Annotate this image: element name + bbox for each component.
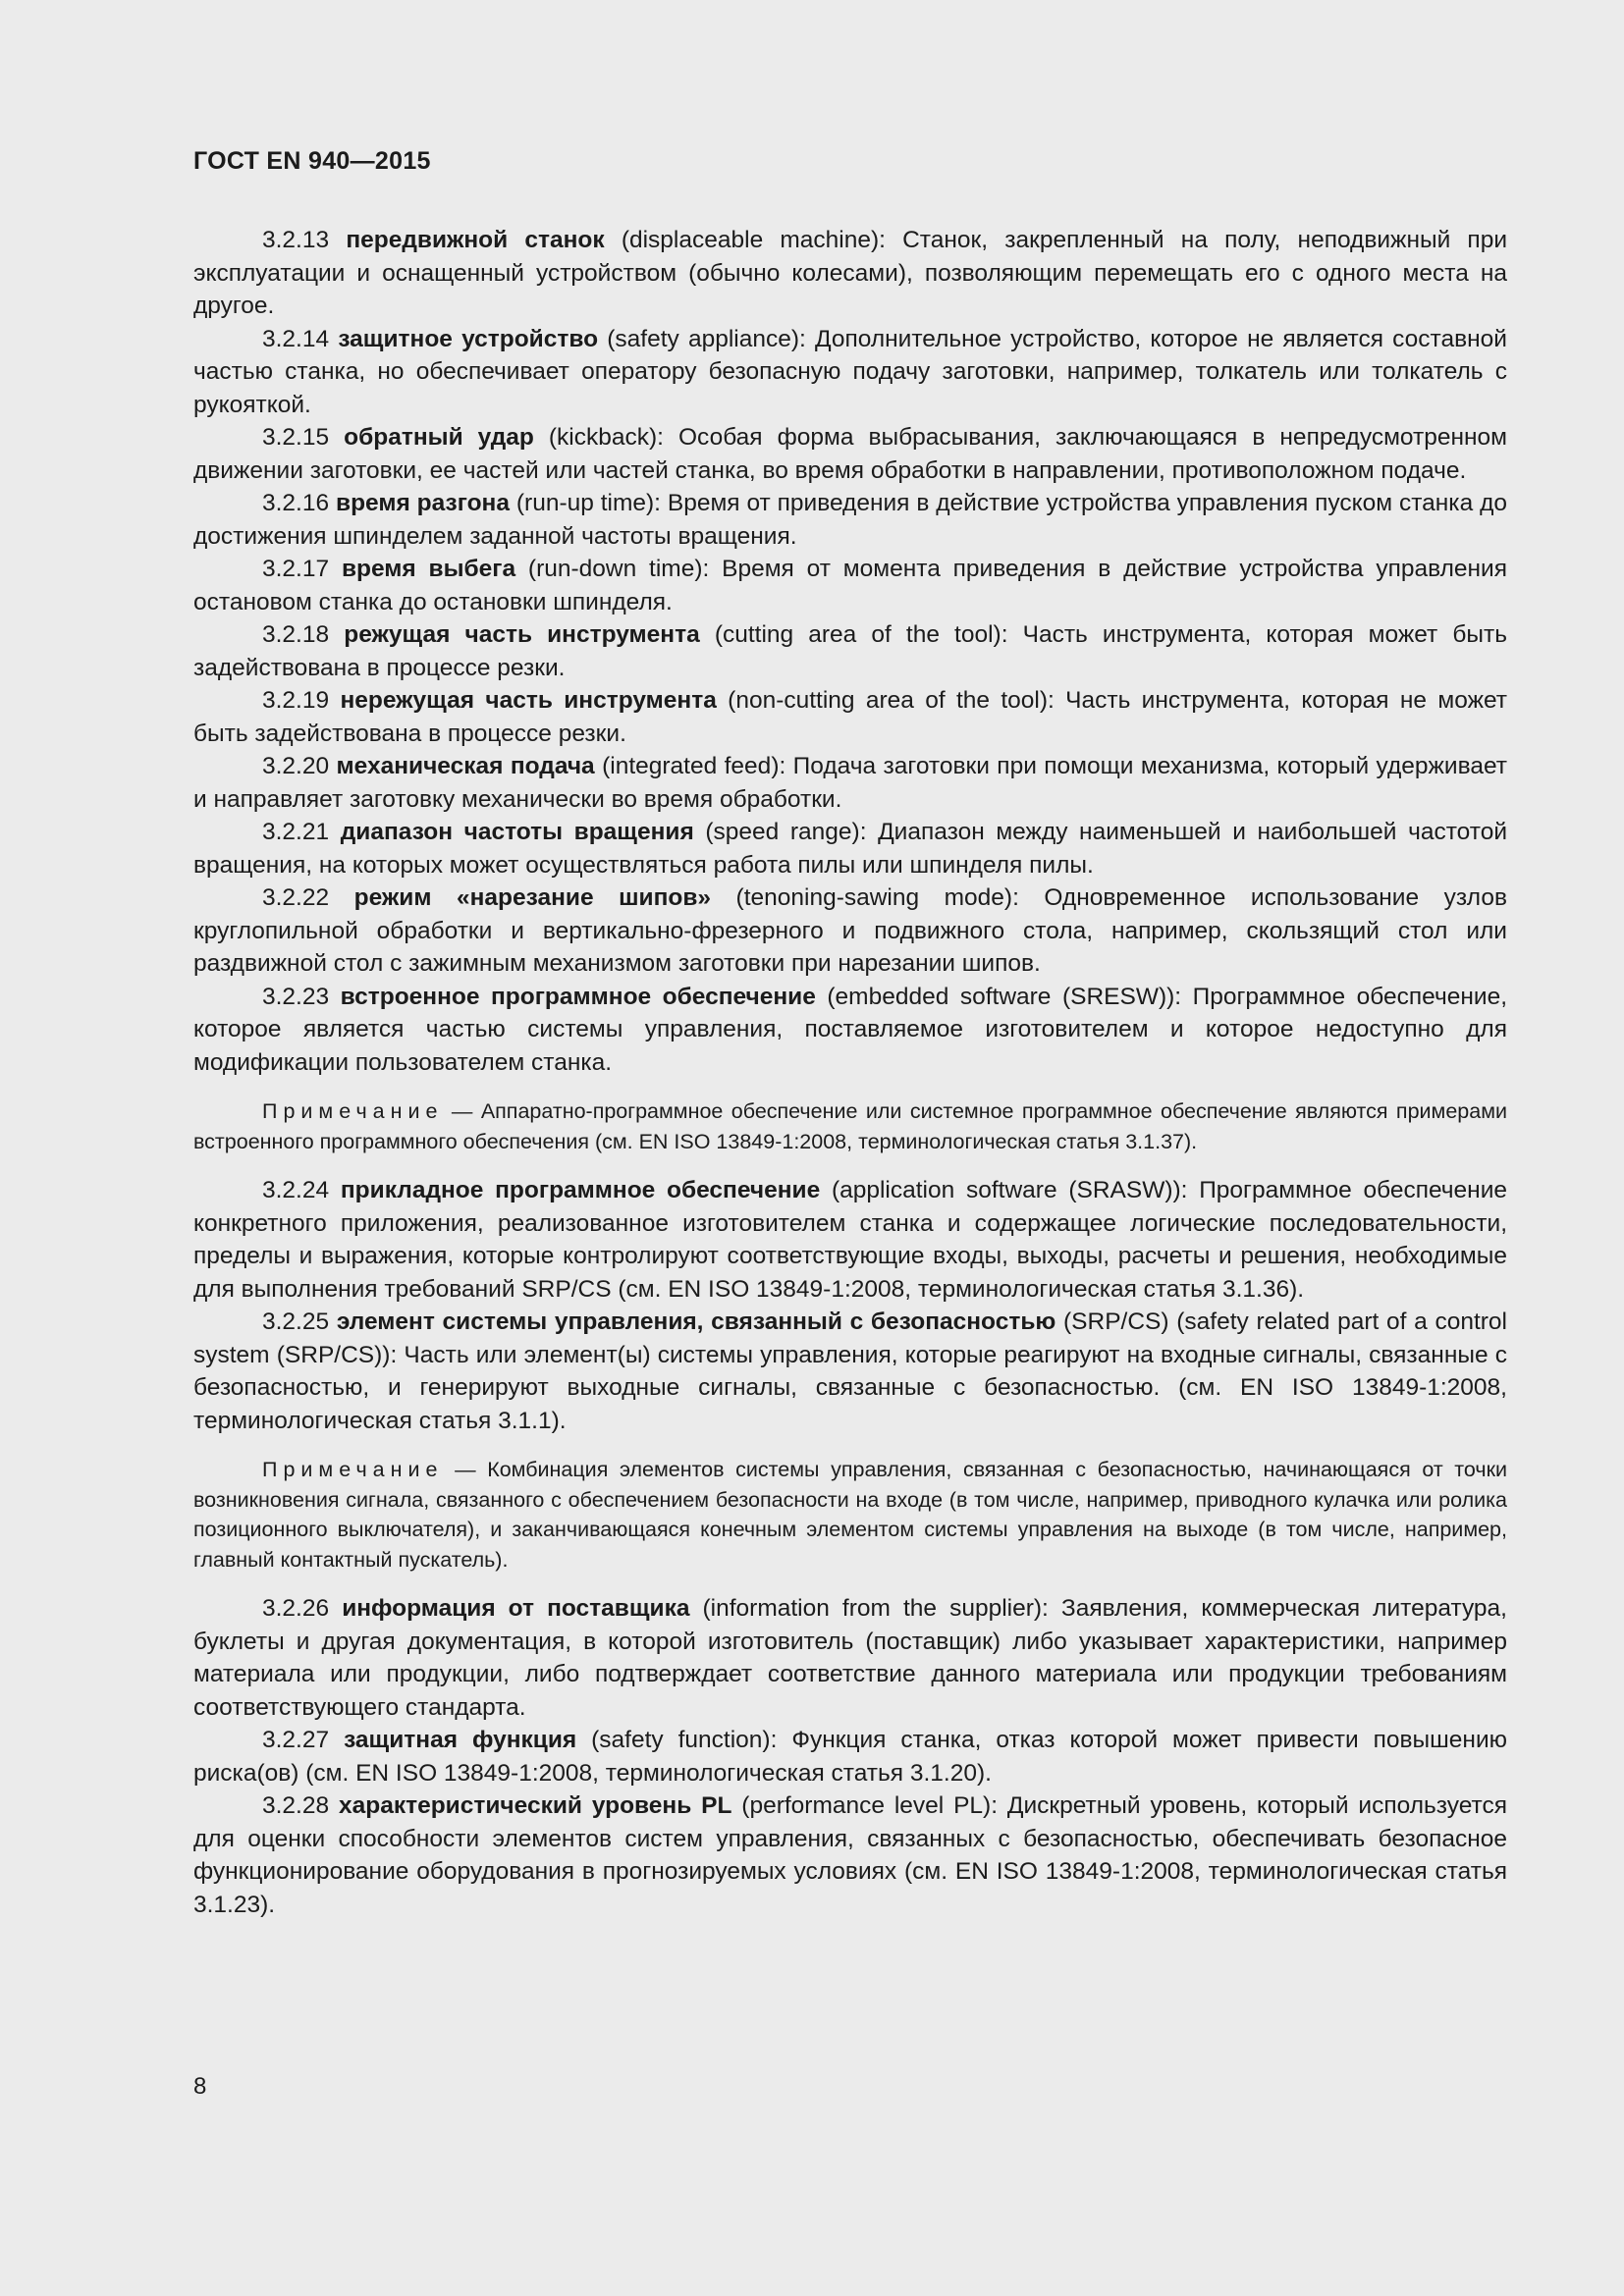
entry-number: 3.2.26 xyxy=(262,1595,330,1622)
entry-term: диапазон частоты вращения xyxy=(340,819,694,845)
entry-term: режущая часть инструмента xyxy=(344,621,700,648)
entry-term: механическая подача xyxy=(336,753,595,779)
entry-term: характеристический уровень PL xyxy=(338,1792,732,1819)
entry-term: информация от поставщика xyxy=(342,1595,690,1622)
entry-text: (safety function): Функция станка, отказ которой может привести повышению риска(ов) (см. EN ISO 13849-1:2008, терминологическая статья 3.1.20). xyxy=(193,1727,1507,1787)
entry-number: 3.2.17 xyxy=(262,556,330,582)
entry-number: 3.2.19 xyxy=(262,687,330,714)
entry-term: режим «нарезание шипов» xyxy=(353,884,712,911)
entry-term: защитная функция xyxy=(344,1727,577,1753)
entry-3-2-25 xyxy=(193,1306,1507,1437)
entry-3-2-23 xyxy=(193,981,1507,1080)
entry-text: (application software (SRASW)): Программное обеспечение конкретного приложения, реализованное изготовителем станка и содержащее логические последовательности, пределы и выражения, которые контролируют соответствующие входы, выходы, расчеты и решения, необходимые для выполнения требований SRP/CS (см. EN ISO 13849-1:2008, терминологическая статья 3.1.36). xyxy=(193,1177,1508,1303)
page-number: 8 xyxy=(193,2073,207,2100)
entry-3-2-21 xyxy=(193,816,1507,881)
note-label: Примечание xyxy=(262,1099,444,1123)
entry-number: 3.2.21 xyxy=(262,819,330,845)
entry-number: 3.2.15 xyxy=(262,424,330,451)
entry-term: время выбега xyxy=(341,556,516,582)
entry-3-2-16 xyxy=(193,487,1507,553)
entry-term: обратный удар xyxy=(344,424,534,451)
document-header: ГОСТ EN 940—2015 xyxy=(193,147,431,175)
entry-text: (kickback): Особая форма выбрасывания, заключающаяся в непредусмотренном движении заготовки, ее частей или частей станка, во время обработки в направлении, противоположном подаче. xyxy=(193,424,1507,484)
entry-text: (integrated feed): Подача заготовки при помощи механизма, который удерживает и направляет заготовку механически во время обработки. xyxy=(193,753,1508,813)
entry-3-2-26 xyxy=(193,1592,1507,1724)
entry-3-2-19 xyxy=(193,684,1507,750)
entry-3-2-28 xyxy=(193,1789,1507,1921)
entry-number: 3.2.20 xyxy=(262,753,330,779)
entry-3-2-18 xyxy=(193,618,1507,684)
entry-term: прикладное программное обеспечение xyxy=(340,1177,821,1203)
entry-3-2-14 xyxy=(193,323,1507,422)
entry-number: 3.2.27 xyxy=(262,1727,330,1753)
entry-number: 3.2.14 xyxy=(262,325,330,352)
entry-3-2-22 xyxy=(193,881,1507,981)
entry-text: (embedded software (SRESW)): Программное обеспечение, которое является частью системы управления, поставляемое изготовителем и которое недоступно для модификации пользователем станка. xyxy=(193,983,1508,1076)
entry-text: (tenoning-sawing mode): Одновременное использование узлов круглопильной обработки и вертикально-фрезерного и подвижного стола, например, скользящий стол или раздвижной стол с зажимным механизмом заготовки при нарезании шипов. xyxy=(193,884,1507,977)
note-label: Примечание xyxy=(262,1458,444,1481)
entry-text: (speed range): Диапазон между наименьшей и наибольшей частотой вращения, на которых может осуществляться работа пилы или шпинделя пилы. xyxy=(193,819,1508,879)
entry-term: передвижной станок xyxy=(346,227,605,253)
entry-term: встроенное программное обеспечение xyxy=(340,983,816,1010)
entry-number: 3.2.18 xyxy=(262,621,330,648)
entry-term: защитное устройство xyxy=(338,325,599,352)
entry-number: 3.2.24 xyxy=(262,1177,330,1203)
document-body xyxy=(193,224,1507,1921)
entry-text: (displaceable machine): Станок, закрепленный на полу, неподвижный при эксплуатации и оснащенный устройством (обычно колесами), позволяющим перемещать его с одного места на другое. xyxy=(193,227,1508,319)
entry-number: 3.2.23 xyxy=(262,983,330,1010)
entry-text: (cutting area of the tool): Часть инструмента, которая может быть задействована в процессе резки. xyxy=(193,621,1507,681)
entry-number: 3.2.16 xyxy=(262,490,330,516)
entry-text: (information from the supplier): Заявления, коммерческая литература, буклеты и другая документация, в которой изготовитель (поставщик) либо указывает характеристики, например материала или продукции, либо подтверждает соответствие данного материала или продукции требованиям соответствующего стандарта. xyxy=(193,1595,1507,1721)
entry-number: 3.2.25 xyxy=(262,1308,330,1335)
entry-3-2-15 xyxy=(193,421,1507,487)
note-1 xyxy=(193,1096,1507,1156)
note-text: — Аппаратно-программное обеспечение или системное программное обеспечение являются примерами встроенного программного обеспечения (см. EN ISO 13849-1:2008, терминологическая статья 3.1.37). xyxy=(193,1099,1507,1153)
entry-text: (performance level PL): Дискретный уровень, который используется для оценки способности элементов систем управления, связанных с безопасностью, обеспечивать безопасное функционирование оборудования в прогнозируемых условиях (см. EN ISO 13849-1:2008, терминологическая статья 3.1.23). xyxy=(193,1792,1507,1918)
entry-3-2-17 xyxy=(193,553,1507,618)
note-2 xyxy=(193,1455,1507,1575)
entry-text: (SRP/CS) (safety related part of a control system (SRP/CS)): Часть или элемент(ы) системы управления, которые реагируют на входные сигналы, связанные с безопасностью, и генерируют выходные сигналы, связанные с безопасностью. (см. EN ISO 13849-1:2008, терминологическая статья 3.1.1). xyxy=(193,1308,1508,1434)
entry-text: (run-up time): Время от приведения в действие устройства управления пуском станка до достижения шпинделем заданной частоты вращения. xyxy=(193,490,1507,550)
entry-3-2-24 xyxy=(193,1174,1507,1306)
entry-number: 3.2.28 xyxy=(262,1792,330,1819)
entry-text: (safety appliance): Дополнительное устройство, которое не является составной частью станка, но обеспечивает оператору безопасную подачу заготовки, например, толкатель или толкатель с рукояткой. xyxy=(193,325,1507,418)
entry-3-2-27 xyxy=(193,1724,1507,1789)
entry-3-2-20 xyxy=(193,750,1507,816)
entry-3-2-13 xyxy=(193,224,1507,323)
entry-number: 3.2.13 xyxy=(262,227,330,253)
entry-text: (run-down time): Время от момента приведения в действие устройства управления остановом станка до остановки шпинделя. xyxy=(193,556,1507,615)
note-text: — Комбинация элементов системы управления, связанная с безопасностью, начинающаяся от точки возникновения сигнала, связанного с обеспечением безопасности на входе (в том числе, например, приводного кулачка или ролика позиционного выключателя), и заканчивающаяся конечным элементом системы управления на выходе (в том числе, например, главный контактный пускатель). xyxy=(193,1458,1507,1572)
entry-term: элемент системы управления, связанный с безопасностью xyxy=(336,1308,1056,1335)
entry-term: нережущая часть инструмента xyxy=(340,687,717,714)
entry-term: время разгона xyxy=(336,490,510,516)
entry-text: (non-cutting area of the tool): Часть инструмента, которая не может быть задействована в процессе резки. xyxy=(193,687,1507,747)
entry-number: 3.2.22 xyxy=(262,884,330,911)
